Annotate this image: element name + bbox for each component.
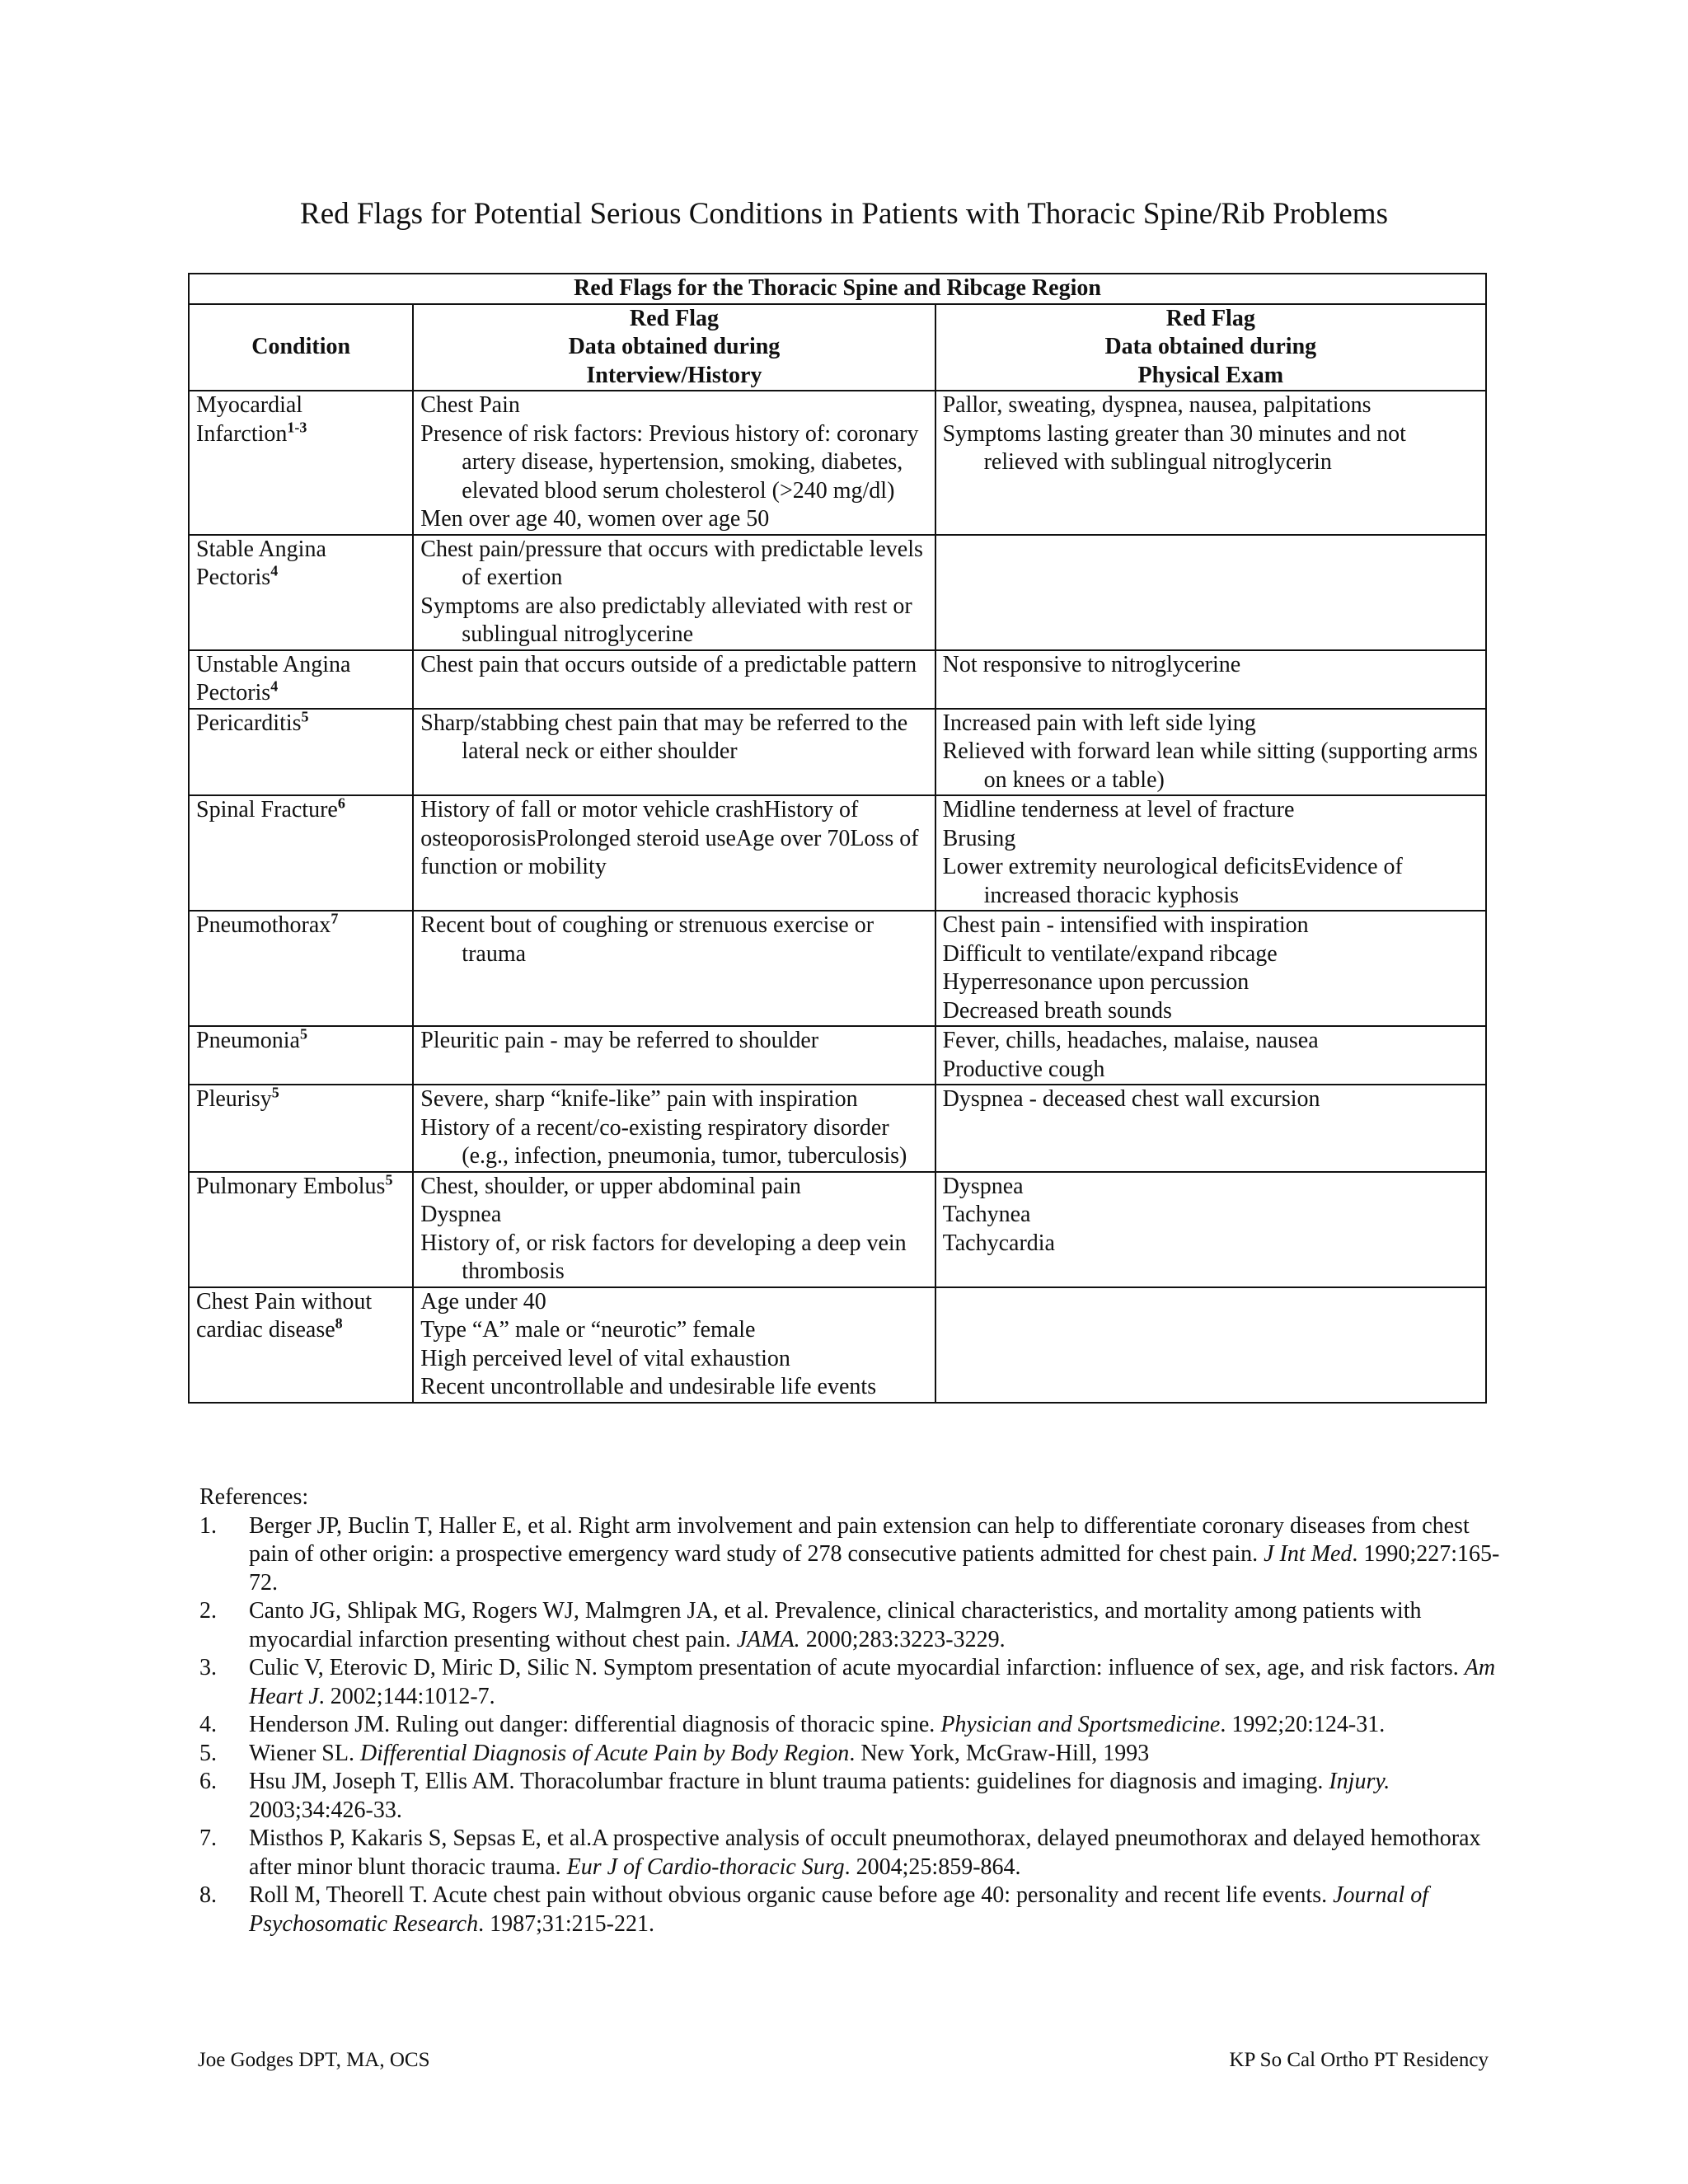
- reference-text: [249, 1740, 1502, 1769]
- history-cell: [413, 1085, 935, 1172]
- page-title: Red Flags for Potential Serious Conditions in Patients with Thoracic Spine/Rib Problems: [300, 197, 1388, 231]
- reference-item: [199, 1512, 1502, 1598]
- reference-journal: Am Heart J: [249, 1655, 1496, 1709]
- table-row: [189, 650, 1486, 709]
- reference-superscript: 6: [337, 794, 345, 812]
- reference-journal: JAMA.: [736, 1626, 800, 1652]
- history-item: Men over age 40, women over age 50: [420, 506, 770, 532]
- exam-item: Productive cough: [942, 1056, 1105, 1082]
- exam-item: Not responsive to nitroglycerine: [942, 651, 1241, 677]
- exam-cell: [935, 911, 1486, 1026]
- table-row: [189, 1026, 1486, 1085]
- reference-item: [199, 1711, 1502, 1740]
- header-history-line: Data obtained during: [568, 334, 781, 359]
- history-item: Chest Pain: [420, 392, 520, 418]
- condition-cell: [189, 1287, 413, 1403]
- condition-cell: [189, 1172, 413, 1287]
- reference-superscript: 5: [385, 1171, 393, 1188]
- footer-program: KP So Cal Ortho PT Residency: [1229, 2049, 1489, 2071]
- history-item: Type “A” male or “neurotic” female: [420, 1317, 756, 1343]
- reference-text: [249, 1654, 1502, 1711]
- history-item: Symptoms are also predictably alleviated with rest or sublingual nitroglycerine: [420, 593, 912, 647]
- condition-cell: [189, 911, 413, 1026]
- history-cell: [413, 650, 935, 709]
- reference-item: [199, 1597, 1502, 1654]
- reference-text: [249, 1711, 1502, 1740]
- reference-journal: Journal of Psychosomatic Research: [249, 1882, 1429, 1937]
- reference-citation: Wiener SL.: [249, 1740, 360, 1766]
- condition-name: Pericarditis: [196, 710, 302, 736]
- reference-item: [199, 1882, 1502, 1938]
- history-cell: [413, 911, 935, 1026]
- exam-item: Difficult to ventilate/expand ribcage: [942, 940, 1278, 967]
- condition-name: Spinal Fracture: [196, 797, 338, 823]
- reference-text: [249, 1597, 1502, 1654]
- table-row: [189, 1287, 1486, 1403]
- table-row: [189, 1172, 1486, 1287]
- reference-volume: . 1990;227:165-72.: [249, 1541, 1500, 1596]
- reference-number: 6.: [199, 1769, 217, 1794]
- history-item: Presence of risk factors: Previous history of: coronary artery disease, hypertension, smoking, diabetes, elevated blood serum cholesterol (>240 mg/dl): [420, 420, 919, 504]
- references-section: [199, 1483, 1502, 1938]
- exam-cell: [935, 650, 1486, 709]
- reference-item: [199, 1740, 1502, 1769]
- references-list: [199, 1512, 1502, 1939]
- reference-number: 3.: [199, 1655, 217, 1680]
- reference-citation: Henderson JM. Ruling out danger: differential diagnosis of thoracic spine.: [249, 1712, 941, 1737]
- history-item: Chest, shoulder, or upper abdominal pain: [420, 1173, 801, 1199]
- condition-cell: [189, 650, 413, 709]
- exam-cell: [935, 1026, 1486, 1085]
- reference-volume: . 2004;25:859-864.: [844, 1854, 1021, 1880]
- reference-superscript: 4: [270, 677, 279, 695]
- reference-citation: Culic V, Eterovic D, Miric D, Silic N. Symptom presentation of acute myocardial infarction: influence of sex, age, and risk factors.: [249, 1655, 1465, 1680]
- reference-text: [249, 1768, 1502, 1825]
- table-row: [189, 709, 1486, 796]
- table-caption-row: [189, 274, 1486, 304]
- history-cell: [413, 1026, 935, 1085]
- condition-name: Pneumothorax: [196, 912, 331, 938]
- reference-superscript: 4: [270, 562, 279, 579]
- reference-journal: Eur J of Cardio-thoracic Surg: [566, 1854, 845, 1880]
- exam-cell: [935, 1085, 1486, 1172]
- reference-number: 5.: [199, 1740, 217, 1766]
- history-item: Severe, sharp “knife-like” pain with inspiration: [420, 1086, 858, 1112]
- table-body: [189, 391, 1486, 1403]
- reference-superscript: 5: [301, 708, 309, 725]
- condition-name: Chest Pain without cardiac disease: [196, 1288, 373, 1343]
- reference-volume: . 1987;31:215-221.: [478, 1910, 654, 1937]
- exam-item: Dyspnea: [942, 1173, 1024, 1199]
- reference-item: [199, 1654, 1502, 1711]
- reference-citation: Roll M, Theorell T. Acute chest pain without obvious organic cause before age 40: personality and recent life events.: [249, 1882, 1334, 1908]
- reference-volume: . 2002;144:1012-7.: [318, 1683, 495, 1709]
- reference-item: [199, 1768, 1502, 1825]
- history-item: Dyspnea: [420, 1202, 502, 1227]
- header-condition: Condition: [189, 304, 413, 391]
- exam-item: Symptoms lasting greater than 30 minutes and not relieved with sublingual nitroglycerin: [942, 420, 1406, 475]
- reference-journal: Physician and Sportsmedicine: [940, 1712, 1221, 1737]
- history-item: Chest pain that occurs outside of a predictable pattern: [420, 651, 917, 677]
- reference-superscript: 1-3: [287, 419, 307, 436]
- exam-item: Hyperresonance upon percussion: [942, 969, 1250, 995]
- header-history-line: Red Flag: [629, 305, 719, 331]
- reference-text: [249, 1825, 1502, 1882]
- reference-journal: J Int Med: [1264, 1541, 1353, 1567]
- footer-author: Joe Godges DPT, MA, OCS: [198, 2049, 430, 2071]
- reference-number: 8.: [199, 1882, 217, 1908]
- condition-cell: [189, 391, 413, 535]
- exam-item: Dyspnea - deceased chest wall excursion: [942, 1086, 1320, 1112]
- reference-superscript: 8: [335, 1315, 343, 1332]
- exam-item: Midline tenderness at level of fracture: [942, 797, 1295, 823]
- exam-cell: [935, 1172, 1486, 1287]
- exam-item: Chest pain - intensified with inspiration: [942, 912, 1309, 938]
- reference-volume: 2003;34:426-33.: [249, 1797, 402, 1823]
- history-item: Chest pain/pressure that occurs with predictable levels of exertion: [420, 536, 923, 590]
- history-item: Recent uncontrollable and undesirable life events: [420, 1374, 877, 1399]
- reference-text: [249, 1512, 1502, 1598]
- history-cell: [413, 709, 935, 796]
- exam-cell: [935, 1287, 1486, 1403]
- header-history: [413, 304, 935, 391]
- history-cell: [413, 535, 935, 650]
- history-item: Recent bout of coughing or strenuous exercise or trauma: [420, 912, 874, 967]
- reference-item: [199, 1825, 1502, 1882]
- header-exam: [935, 304, 1486, 391]
- history-cell: [413, 795, 935, 911]
- reference-volume: 2000;283:3223-3229.: [799, 1626, 1006, 1652]
- reference-superscript: 5: [300, 1025, 307, 1043]
- reference-citation: Canto JG, Shlipak MG, Rogers WJ, Malmgren JA, et al. Prevalence, clinical characteristics, and mortality among patients with myocardial infarction presenting without chest pain.: [249, 1598, 1422, 1652]
- history-item: History of fall or motor vehicle crashHistory of osteoporosisProlonged steroid useAge over 70Loss of function or mobility: [420, 797, 919, 879]
- reference-number: 2.: [199, 1598, 217, 1624]
- condition-name: Pneumonia: [196, 1028, 300, 1053]
- reference-citation: Misthos P, Kakaris S, Sepsas E, et al.A prospective analysis of occult pneumothorax, delayed pneumothorax and delayed hemothorax after minor blunt thoracic trauma.: [249, 1825, 1481, 1880]
- history-item: High perceived level of vital exhaustion: [420, 1345, 790, 1371]
- condition-name: Pulmonary Embolus: [196, 1173, 386, 1199]
- history-item: Age under 40: [420, 1288, 546, 1315]
- exam-cell: [935, 709, 1486, 796]
- condition-cell: [189, 709, 413, 796]
- condition-cell: [189, 1026, 413, 1085]
- condition-name: Unstable Angina Pectoris: [196, 651, 351, 705]
- reference-citation: Berger JP, Buclin T, Haller E, et al. Right arm involvement and pain extension can help to differentiate coronary diseases from chest pain of other origin: a prospective emergency ward study of 278 consecutive patients admitted for chest pain.: [249, 1512, 1470, 1567]
- reference-text: [249, 1882, 1502, 1938]
- history-item: History of a recent/co-existing respiratory disorder (e.g., infection, pneumonia, tumor, tuberculosis): [420, 1114, 907, 1169]
- reference-volume: . 1992;20:124-31.: [1220, 1712, 1386, 1737]
- history-cell: [413, 1287, 935, 1403]
- reference-number: 7.: [199, 1825, 217, 1851]
- reference-volume: . New York, McGraw-Hill, 1993: [849, 1740, 1150, 1766]
- condition-name: Pleurisy: [196, 1086, 272, 1112]
- exam-item: Tachycardia: [942, 1230, 1055, 1256]
- reference-number: 4.: [199, 1712, 217, 1737]
- exam-cell: [935, 795, 1486, 911]
- reference-journal: Injury.: [1329, 1769, 1390, 1794]
- history-item: History of, or risk factors for developing a deep vein thrombosis: [420, 1230, 907, 1284]
- exam-cell: [935, 391, 1486, 535]
- reference-citation: Hsu JM, Joseph T, Ellis AM. Thoracolumbar fracture in blunt trauma patients: guidelines for diagnosis and imaging.: [249, 1769, 1329, 1794]
- condition-name: Myocardial Infarction: [196, 392, 303, 447]
- references-heading: References:: [199, 1484, 309, 1510]
- history-item: Pleuritic pain - may be referred to shoulder: [420, 1028, 819, 1053]
- history-item: Sharp/stabbing chest pain that may be referred to the lateral neck or either shoulder: [420, 710, 908, 764]
- history-cell: [413, 1172, 935, 1287]
- condition-name: Stable Angina Pectoris: [196, 536, 326, 590]
- exam-item: Lower extremity neurological deficitsEvidence of increased thoracic kyphosis: [942, 854, 1403, 908]
- reference-number: 1.: [199, 1512, 217, 1539]
- header-history-line: Interview/History: [586, 362, 762, 388]
- condition-cell: [189, 1085, 413, 1172]
- history-cell: [413, 391, 935, 535]
- table-row: [189, 535, 1486, 650]
- table-row: [189, 391, 1486, 535]
- table-row: [189, 1085, 1486, 1172]
- table-row: [189, 911, 1486, 1026]
- exam-item: Relieved with forward lean while sitting (supporting arms on knees or a table): [942, 738, 1478, 793]
- header-exam-line: Data obtained during: [1104, 334, 1317, 359]
- table-header-row: [189, 304, 1486, 391]
- exam-item: Fever, chills, headaches, malaise, nausea: [942, 1028, 1319, 1053]
- condition-cell: [189, 795, 413, 911]
- exam-cell: [935, 535, 1486, 650]
- exam-item: Increased pain with left side lying: [942, 710, 1256, 736]
- header-exam-line: Red Flag: [1165, 305, 1255, 331]
- reference-superscript: 5: [271, 1084, 279, 1101]
- table-caption: Red Flags for the Thoracic Spine and Ribcage Region: [189, 274, 1486, 304]
- exam-item: Brusing: [942, 825, 1016, 851]
- table-row: [189, 795, 1486, 911]
- exam-item: Pallor, sweating, dyspnea, nausea, palpitations: [942, 392, 1372, 418]
- reference-superscript: 7: [331, 910, 339, 927]
- reference-journal: Differential Diagnosis of Acute Pain by Body Region: [359, 1740, 850, 1766]
- exam-item: Decreased breath sounds: [942, 997, 1172, 1024]
- red-flags-table: [188, 273, 1487, 1404]
- exam-item: Tachynea: [942, 1202, 1031, 1227]
- condition-cell: [189, 535, 413, 650]
- header-exam-line: Physical Exam: [1137, 362, 1284, 388]
